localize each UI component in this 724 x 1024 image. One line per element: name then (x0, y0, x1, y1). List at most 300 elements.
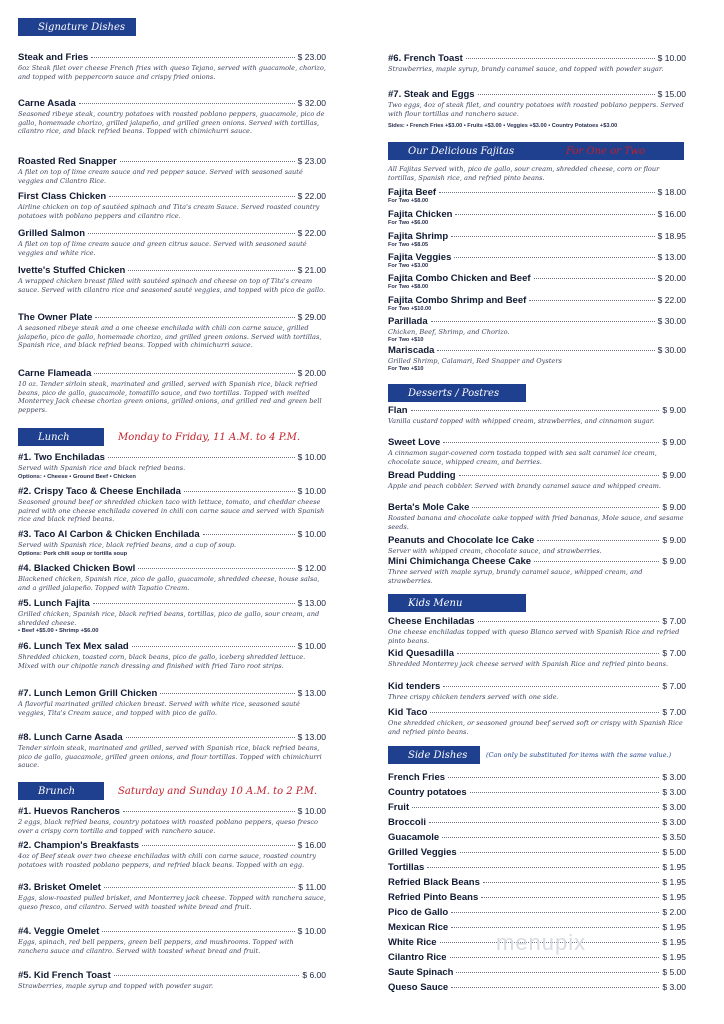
menu-item-row (18, 191, 326, 202)
menu-item-row (388, 89, 686, 100)
item-price: $ 16.00 (297, 840, 326, 850)
menu-item-row (388, 832, 686, 843)
item-name: Carne Asada (18, 98, 76, 109)
menu-item-row (388, 437, 686, 448)
menu-item (18, 732, 326, 770)
item-name: #1. Two Enchiladas (18, 452, 105, 463)
item-description: Seasoned ribeye steak, country potatoes with roasted poblano peppers, guacamole, pico de gallo, homemade chorizo, grilled jalapeño, and grilled green onions. Served with tortillas, cilantro rice, and black refried beans. Topped with chimichurri sauce. (18, 110, 325, 136)
sides-header (388, 746, 672, 764)
menu-item-row (388, 345, 686, 356)
sides-note: Sides: • French Fries +$3.00 • Fruits +$3.00 • Veggies +$3.00 • Country Potatoes +$3.00 (388, 123, 618, 129)
menu-item-row (388, 907, 686, 918)
item-price: $ 3.00 (662, 817, 686, 827)
dot-leader (439, 192, 655, 193)
menu-item (18, 452, 326, 481)
item-description: One shredded chicken, or seasoned ground beef served soft or crispy with Spanish Rice and refried pinto beans. (388, 719, 683, 736)
menu-item-row (388, 273, 686, 284)
menu-item-row (388, 772, 686, 783)
item-price: $ 9.00 (662, 502, 686, 512)
menu-item (18, 191, 326, 220)
item-price: $ 10.00 (297, 529, 326, 539)
kids-title: Kids Menu (408, 597, 463, 609)
lunch-header (18, 428, 301, 446)
lunch-title: Lunch (38, 431, 70, 443)
item-price: $ 10.00 (297, 486, 326, 496)
item-price: $ 18.00 (657, 187, 686, 197)
menu-item-row (18, 52, 326, 63)
dot-leader (451, 927, 659, 928)
dot-leader (79, 103, 295, 104)
item-description: 6oz Steak filet over cheese French fries with queso Tejano, served with guacamole, chorizo, and topped with peppercorn sauce and crispy fried onions. (18, 64, 326, 81)
item-name: Fajita Shrimp (388, 231, 449, 242)
menu-item-row (18, 688, 326, 699)
menu-item (388, 681, 686, 702)
dot-leader (534, 278, 655, 279)
item-price: $ 2.00 (662, 907, 686, 917)
item-name: #2. Champion's Breakfasts (18, 840, 140, 851)
item-price: $ 1.95 (662, 892, 686, 902)
item-name: Pico de Gallo (388, 907, 449, 918)
dot-leader (457, 653, 659, 654)
item-price: $ 3.00 (662, 787, 686, 797)
dot-leader (142, 845, 295, 846)
item-name: First Class Chicken (18, 191, 107, 202)
item-name: The Owner Plate (18, 312, 93, 323)
item-description: A flavorful marinated grilled chicken breast. Served with white rice, seasoned sauté veggies, Tita's Cream sauce, and topped with pico de gallo. (18, 700, 300, 717)
item-description: A wrapped chicken breast filled with sautéed spinach and cheese on top of Tita's cream sauce. Served with cilantro rice and seasoned sauté veggies, and topped with pico de gallo. (18, 277, 326, 294)
menu-item-row (388, 707, 686, 718)
dot-leader (411, 410, 660, 411)
menu-item (388, 707, 686, 736)
item-name: Mini Chimichanga Cheese Cake (388, 556, 532, 567)
item-for-two-price: For Two +$8.00 (388, 198, 429, 204)
item-price: $ 7.00 (662, 681, 686, 691)
item-name: Bread Pudding (388, 470, 456, 481)
menu-item (18, 598, 326, 635)
item-description: Three crispy chicken tenders served with one side. (388, 693, 559, 701)
dot-leader (478, 94, 655, 95)
dot-leader (102, 931, 294, 932)
menu-item-row (388, 967, 686, 978)
item-price: $ 13.00 (297, 732, 326, 742)
menu-item (388, 405, 686, 426)
item-name: Flan (388, 405, 408, 416)
menu-item-row (18, 840, 326, 851)
menu-item-row (388, 231, 686, 242)
item-name: #5. Lunch Fajita (18, 598, 90, 609)
menu-item (388, 556, 686, 585)
item-description: Three served with maple syrup, brandy caramel sauce, whipped cream, and strawberries. (388, 568, 643, 585)
dot-leader (91, 57, 294, 58)
item-price: $ 3.00 (662, 982, 686, 992)
item-name: #4. Veggie Omelet (18, 926, 100, 937)
menu-item-row (388, 862, 686, 873)
menu-item (18, 529, 326, 558)
item-description: Airline chicken on top of sautéed spinach and Tita's cream Sauce. Served roasted country potatoes with poblano peppers and cilantro rice. (18, 203, 320, 220)
item-name: Peanuts and Chocolate Ice Cake (388, 535, 535, 546)
item-description: A filet on top of lime cream sauce and green citrus sauce. Served with seasoned sauté veggies and white rice. (18, 240, 307, 257)
dot-leader (451, 912, 659, 913)
item-name: #3. Taco Al Carbon & Chicken Enchilada (18, 529, 200, 540)
dot-leader (93, 603, 295, 604)
kids-header (388, 594, 526, 612)
item-price: $ 7.00 (662, 616, 686, 626)
menu-item (18, 312, 326, 350)
item-name: Cheese Enchiladas (388, 616, 475, 627)
dot-leader (412, 807, 659, 808)
item-description: A filet on top of lime cream sauce and red pepper sauce. Served with seasoned sauté veggies and Cilantro Rice. (18, 168, 303, 185)
menu-item (388, 817, 686, 828)
menu-item-row (18, 732, 326, 743)
fajitas-header (388, 142, 684, 160)
menu-item (388, 862, 686, 873)
item-description: Served with Spanish rice, black refried beans, and a cup of soup. (18, 541, 237, 549)
dot-leader (138, 568, 294, 569)
item-name: Ivette's Stuffed Chicken (18, 265, 126, 276)
dot-leader (534, 561, 659, 562)
menu-item-row (388, 892, 686, 903)
dot-leader (443, 686, 659, 687)
signature-header (18, 18, 136, 36)
item-name: #6. French Toast (388, 53, 463, 64)
menu-item (18, 228, 326, 257)
menu-item (18, 641, 326, 670)
menu-item-row (18, 452, 326, 463)
menu-item (388, 209, 686, 227)
menu-item (388, 53, 686, 74)
menu-item-row (388, 405, 686, 416)
dot-leader (470, 792, 660, 793)
item-name: #8. Lunch Carne Asada (18, 732, 123, 743)
menu-item-row (388, 187, 686, 198)
item-description: Seasoned ground beef or shredded chicken taco with lettuce, tomato, and cheddar cheese paired with one cheese enchilada covered in chili con carne sauce and served with Spanish rice and black refried beans. (18, 498, 325, 524)
item-name: Berta's Mole Cake (388, 502, 470, 513)
menu-item (388, 187, 686, 205)
dot-leader (448, 777, 659, 778)
item-name: Fajita Beef (388, 187, 437, 198)
item-description: Eggs, spinach, red bell peppers, green bell peppers, and mushrooms. Topped with ranchera sauce and cilantro. Served with toasted wheat bread and fruit. (18, 938, 294, 955)
dot-leader (450, 957, 660, 958)
desserts-header (388, 384, 526, 402)
dot-leader (481, 897, 659, 898)
item-name: Fajita Combo Chicken and Beef (388, 273, 531, 284)
brunch-hours: Saturday and Sunday 10 A.M. to 2 P.M. (118, 785, 318, 797)
dot-leader (430, 712, 659, 713)
menu-item (18, 806, 326, 835)
item-description: 4oz of Beef steak over two cheese enchiladas with chili con carne sauce, roasted country potatoes with roasted poblano peppers, and refried black beans. Topped with an egg. (18, 852, 317, 869)
item-description: One cheese enchiladas topped with queso Blanco served with Spanish Rice and refried pinto beans. (388, 628, 680, 645)
menu-item (18, 840, 326, 869)
menu-item (18, 926, 326, 955)
item-name: Cilantro Rice (388, 952, 447, 963)
menu-item-row (388, 252, 686, 263)
item-description: 2 eggs, black refried beans, country potatoes with roasted poblano peppers, queso fresco over a crispy corn tortilla and topped with ranchero sauce. (18, 818, 319, 835)
menu-item-row (388, 616, 686, 627)
menu-item-row (18, 486, 326, 497)
item-price: $ 20.00 (297, 368, 326, 378)
item-price: $ 6.00 (302, 970, 326, 980)
item-name: #1. Huevos Rancheros (18, 806, 120, 817)
menu-item (18, 688, 326, 717)
menu-item-row (388, 877, 686, 888)
item-price: $ 1.95 (662, 922, 686, 932)
menu-item-row (388, 817, 686, 828)
dot-leader (451, 987, 659, 988)
item-name: Fajita Veggies (388, 252, 452, 263)
menu-item-row (388, 648, 686, 659)
item-description: Tender sirloin steak, marinated and grilled, served with Spanish rice, black refried beans, pico de gallo, guacamole, grilled green onions, and flour tortillas. Topped with chimichurri sauce. (18, 744, 322, 770)
menu-item (388, 252, 686, 270)
item-price: $ 16.00 (657, 209, 686, 219)
item-description: Served with Spanish rice and black refried beans. (18, 464, 186, 472)
item-price: $ 30.00 (657, 316, 686, 326)
item-name: Tortillas (388, 862, 425, 873)
item-price: $ 22.00 (297, 228, 326, 238)
item-price: $ 22.00 (297, 191, 326, 201)
item-name: Carne Flameada (18, 368, 92, 379)
item-options: • Beef +$5.00 • Shrimp +$6.00 (18, 628, 99, 635)
item-price: $ 5.00 (662, 967, 686, 977)
menu-item (388, 967, 686, 978)
item-price: $ 9.00 (662, 470, 686, 480)
item-name: Parillada (388, 316, 428, 327)
item-description: Two eggs, 4oz of steak filet, and country potatoes with roasted poblano peppers. Served with flour tortillas and ranchero sauce. (388, 101, 684, 118)
dot-leader (94, 373, 294, 374)
item-for-two-price: For Two +$6.00 (388, 220, 429, 226)
item-for-two-price: For Two +$8.05 (388, 242, 429, 248)
dot-leader (455, 214, 654, 215)
menu-item (18, 368, 326, 414)
menu-item-row (18, 641, 326, 652)
item-name: Roasted Red Snapper (18, 156, 117, 167)
sides-substitution-note: (Can only be substituted for items with the same value.) (486, 751, 672, 759)
item-for-two-price: For Two +$10.00 (388, 306, 432, 312)
item-price: $ 3.00 (662, 772, 686, 782)
item-price: $ 15.00 (657, 89, 686, 99)
dot-leader (442, 837, 659, 838)
item-description: Strawberries, maple syrup and topped with powder sugar. (18, 982, 214, 990)
item-price: $ 1.95 (662, 937, 686, 947)
item-name: Queso Sauce (388, 982, 449, 993)
item-name: #6. Lunch Tex Mex salad (18, 641, 129, 652)
item-price: $ 3.50 (662, 832, 686, 842)
item-name: White Rice (388, 937, 437, 948)
menu-item (388, 295, 686, 313)
menu-item-row (388, 847, 686, 858)
menu-item-row (388, 502, 686, 513)
menu-item-row (388, 53, 686, 64)
item-price: $ 7.00 (662, 707, 686, 717)
brunch-header (18, 782, 318, 800)
fajitas-tagline: For One or Two (566, 145, 645, 157)
dot-leader (456, 972, 659, 973)
menu-item (388, 802, 686, 813)
dot-leader (123, 811, 295, 812)
menu-item-row (388, 787, 686, 798)
item-description: Chicken, Beef, Shrimp, and Chorizo. (388, 328, 510, 336)
signature-title: Signature Dishes (38, 21, 126, 33)
item-name: Fajita Combo Shrimp and Beef (388, 295, 527, 306)
item-name: Kid tenders (388, 681, 441, 692)
menu-item (388, 892, 686, 903)
menu-item-row (388, 681, 686, 692)
item-price: $ 1.95 (662, 862, 686, 872)
menu-item (18, 98, 326, 136)
item-name: #7. Steak and Eggs (388, 89, 475, 100)
dot-leader (529, 300, 654, 301)
item-name: Refried Pinto Beans (388, 892, 479, 903)
item-name: #5. Kid French Toast (18, 970, 111, 981)
menu-item (388, 832, 686, 843)
item-price: $ 18.95 (657, 231, 686, 241)
item-description: Shredded Monterrey jack cheese served with Spanish Rice and refried pinto beans. (388, 660, 669, 668)
item-name: #3. Brisket Omelet (18, 882, 101, 893)
menu-item (388, 316, 686, 344)
item-price: $ 10.00 (297, 806, 326, 816)
item-name: Kid Quesadilla (388, 648, 454, 659)
dot-leader (429, 822, 659, 823)
fajitas-intro: All Fajitas Served with, pico de gallo, sour cream, shredded cheese, corn or flour tortillas, Spanish rice, and refried pinto beans. (388, 165, 660, 182)
menu-item-row (388, 535, 686, 546)
item-name: Grilled Veggies (388, 847, 457, 858)
item-for-two-price: For Two +$8.00 (388, 284, 429, 290)
item-description: Roasted banana and chocolate cake topped with fried bananas, Mole sauce, and sesame seeds. (388, 514, 684, 531)
menu-item (388, 772, 686, 783)
item-description: Grilled chicken, Spanish rice, black refried beans, tortillas, pico de gallo, sour cream, and shredded cheese. (18, 610, 320, 627)
menu-item-row (388, 802, 686, 813)
item-price: $ 10.00 (297, 452, 326, 462)
menu-item (18, 52, 326, 81)
menu-item-row (18, 98, 326, 109)
menu-item-row (18, 265, 326, 276)
item-name: Country potatoes (388, 787, 467, 798)
menu-item-row (18, 926, 326, 937)
item-description: Vanilla custard topped with whipped cream, strawberries, and cinnamon sugar. (388, 417, 655, 425)
item-price: $ 29.00 (297, 312, 326, 322)
dot-leader (427, 867, 659, 868)
brunch-title: Brunch (38, 785, 76, 797)
dot-leader (184, 491, 295, 492)
menu-item-row (388, 295, 686, 306)
item-description: A cinnamon sugar-covered corn tostada topped with sea salt caramel ice cream, chocolate sauce, whipped cream, and berries. (388, 449, 657, 466)
item-description: Strawberries, maple syrup, brandy caramel sauce, and topped with powder sugar. (388, 65, 664, 73)
dot-leader (443, 442, 659, 443)
item-price: $ 9.00 (662, 535, 686, 545)
item-price: $ 22.00 (657, 295, 686, 305)
menu-item (388, 470, 686, 491)
menu-item-row (388, 316, 686, 327)
fajitas-title: Our Delicious Fajitas (408, 145, 515, 157)
item-price: $ 10.00 (297, 641, 326, 651)
item-name: French Fries (388, 772, 446, 783)
menu-item (388, 437, 686, 466)
menu-item (388, 616, 686, 645)
item-name: Guacamole (388, 832, 440, 843)
dot-leader (466, 58, 655, 59)
dot-leader (132, 646, 295, 647)
menu-item-row (18, 228, 326, 239)
dot-leader (120, 161, 295, 162)
menu-item (388, 847, 686, 858)
item-options: Options: • Cheese • Ground Beef • Chicken (18, 473, 136, 480)
item-name: Sweet Love (388, 437, 441, 448)
menu-item (388, 648, 686, 669)
menu-item (18, 563, 326, 592)
item-description: Blackened chicken, Spanish rice, pico de gallo, guacamole, shredded cheese, house salsa, and a grilled jalapeño. Topped with Tapatio Cream. (18, 575, 320, 592)
dot-leader (451, 236, 654, 237)
menu-item (388, 345, 686, 373)
dot-leader (128, 270, 294, 271)
menu-item-row (388, 470, 686, 481)
item-name: Kid Taco (388, 707, 428, 718)
item-price: $ 5.00 (662, 847, 686, 857)
item-description: Shredded chicken, toasted corn, black beans, pico de gallo, iceberg shredded lettuce. Mixed with our chipotle ranch dressing and finished with fried Taro root strips. (18, 653, 306, 670)
dot-leader (478, 621, 660, 622)
item-name: Steak and Fries (18, 52, 89, 63)
dot-leader (431, 321, 655, 322)
item-description: Eggs, slow-roasted pulled brisket, and Monterrey jack cheese. Topped with ranchera sauce, queso fresco, and cilantro. Served with toasted white bread and fruit. (18, 894, 326, 911)
menu-item (18, 486, 326, 524)
item-name: Grilled Salmon (18, 228, 86, 239)
desserts-title: Desserts / Postres (408, 387, 500, 399)
item-price: $ 13.00 (297, 598, 326, 608)
item-name: Mariscada (388, 345, 435, 356)
menu-item (18, 970, 326, 991)
menu-item-row (18, 368, 326, 379)
menu-item-row (18, 156, 326, 167)
menu-item (18, 265, 326, 294)
item-description: Grilled Shrimp, Calamari, Red Snapper and Oysters (388, 357, 562, 365)
dot-leader (460, 852, 660, 853)
item-price: $ 10.00 (657, 53, 686, 63)
dot-leader (126, 737, 295, 738)
menu-item (388, 787, 686, 798)
item-description: Server with whipped cream, chocolate sauce, and strawberries. (388, 547, 602, 555)
dot-leader (109, 196, 294, 197)
item-description: A seasoned ribeye steak and a one cheese enchilada with chili con carne sauce, grilled jalapeño, pico de gallo, homemade chorizo, and grilled green onions. Served with tortillas, Spanish rice, and black refried beans. Topped with chimichurri sauce. (18, 324, 322, 350)
item-price: $ 23.00 (297, 156, 326, 166)
item-name: Saute Spinach (388, 967, 454, 978)
item-description: Apple and peach cobbler. Served with brandy caramel sauce and whipped cream. (388, 482, 661, 490)
item-name: #4. Blacked Chicken Bowl (18, 563, 136, 574)
menu-item-row (18, 563, 326, 574)
menu-item (388, 982, 686, 993)
menu-item-row (18, 806, 326, 817)
item-description: 10 oz. Tender sirloin steak, marinated and grilled, served with Spanish rice, black refried beans, pico de gallo, guacamole, tomatillo sauce, and two tortillas. Topped with melted Monterrey Jack cheese chorizo green onions, grilled onions, and grilled red and green bell peppers. (18, 380, 322, 414)
item-price: $ 7.00 (662, 648, 686, 658)
item-price: $ 9.00 (662, 437, 686, 447)
dot-leader (203, 534, 295, 535)
item-price: $ 30.00 (657, 345, 686, 355)
item-name: #7. Lunch Lemon Grill Chicken (18, 688, 158, 699)
menu-item (388, 877, 686, 888)
item-price: $ 20.00 (657, 273, 686, 283)
menu-item-row (18, 312, 326, 323)
item-name: Broccoli (388, 817, 427, 828)
item-price: $ 12.00 (297, 563, 326, 573)
watermark: menupix (496, 930, 587, 955)
dot-leader (95, 317, 294, 318)
menu-item-row (388, 982, 686, 993)
menu-item-row (388, 556, 686, 567)
dot-leader (454, 257, 654, 258)
menu-item (388, 907, 686, 918)
menu-item-row (18, 529, 326, 540)
item-price: $ 3.00 (662, 802, 686, 812)
menu-item-row (18, 598, 326, 609)
item-options: Options: Pork chili soup or tortilla soup (18, 550, 128, 557)
menu-item (388, 273, 686, 291)
